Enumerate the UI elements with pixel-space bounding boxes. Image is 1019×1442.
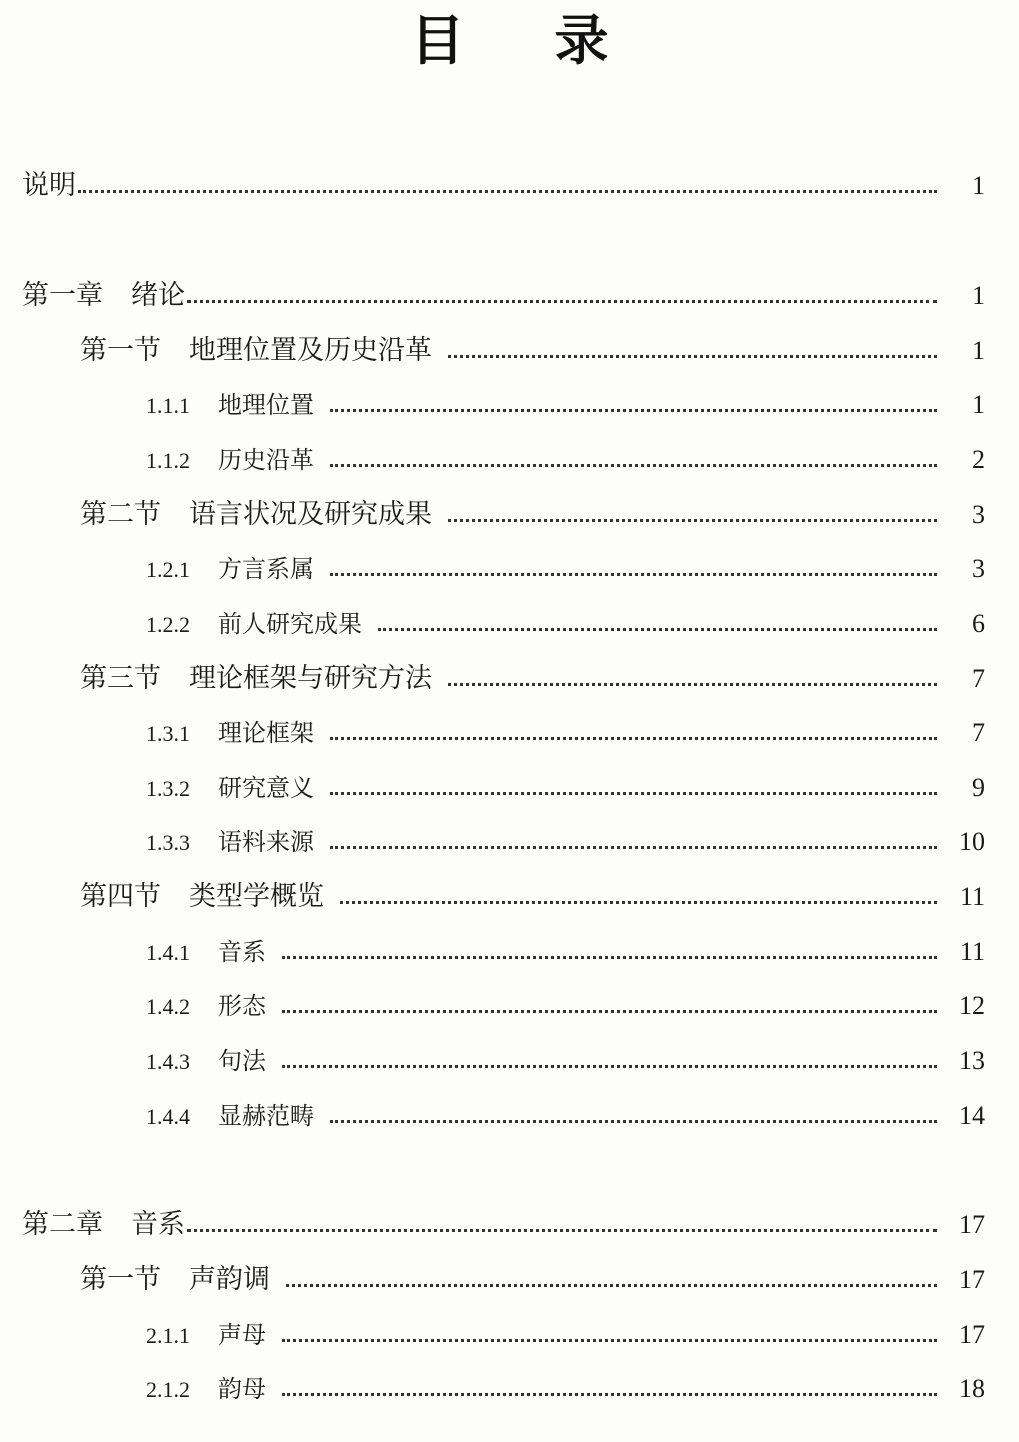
toc-entry-label: 第二节 (80, 499, 161, 530)
toc-entry-number: 1.2.1 (146, 557, 190, 582)
toc-entry-page-number: 1 (972, 390, 985, 419)
toc-entry[interactable] (146, 549, 985, 589)
toc-entry-label: 第一章 (22, 280, 103, 311)
toc-entry-title: 形态 (218, 992, 266, 1020)
dot-leader (448, 683, 937, 686)
toc-entry-number: 1.4.1 (146, 940, 190, 965)
toc-entry-title: 音系 (131, 1209, 185, 1240)
toc-entry-page-number: 10 (959, 827, 985, 856)
toc-entry-page-number: 14 (959, 1101, 985, 1130)
toc-entry[interactable] (80, 877, 985, 917)
dot-leader (282, 956, 937, 959)
dot-leader (448, 519, 937, 522)
toc-entry-title: 方言系属 (218, 555, 314, 583)
toc-entry-title: 理论框架与研究方法 (189, 663, 432, 694)
toc-entry-title: 声母 (218, 1321, 266, 1349)
toc-entry-number: 1.4.3 (146, 1049, 190, 1074)
toc-entry-number: 1.4.2 (146, 994, 190, 1019)
dot-leader (187, 300, 937, 303)
toc-entry[interactable] (146, 440, 985, 480)
toc-entry-title: 地理位置及历史沿革 (189, 335, 432, 366)
toc-entry[interactable] (22, 166, 985, 206)
toc-entry[interactable] (22, 1205, 985, 1245)
toc-entry-page-number: 18 (959, 1374, 985, 1403)
dot-leader (330, 1120, 937, 1123)
toc-entry-page-number: 11 (959, 937, 985, 966)
dot-leader (282, 1010, 937, 1013)
toc-entry-title: 历史沿革 (218, 446, 314, 474)
toc-entry-title: 理论框架 (218, 719, 314, 747)
toc-entry-title: 地理位置 (218, 391, 314, 419)
toc-entry-title: 韵母 (218, 1375, 266, 1403)
toc-entry-page-number: 13 (959, 1046, 985, 1075)
toc-entry-title: 音系 (218, 938, 266, 966)
toc-entry-number: 1.4.4 (146, 1104, 190, 1129)
page-title-char-1: 目 (410, 9, 465, 72)
dot-leader (286, 1284, 937, 1287)
toc-entry[interactable] (22, 276, 985, 316)
dot-leader (330, 573, 937, 576)
toc-entry[interactable] (146, 932, 985, 972)
dot-leader (78, 190, 937, 193)
toc-entry-title: 前人研究成果 (218, 610, 362, 638)
toc-entry-page-number: 7 (972, 664, 985, 693)
toc-entry[interactable] (80, 659, 985, 699)
dot-leader (330, 846, 937, 849)
toc-entry-title: 语料来源 (218, 828, 314, 856)
toc-entry-label: 第二章 (22, 1209, 103, 1240)
dot-leader (187, 1229, 937, 1232)
toc-entry-number: 1.3.2 (146, 776, 190, 801)
toc-entry-title: 研究意义 (218, 774, 314, 802)
toc-entry-page-number: 2 (972, 445, 985, 474)
toc-entry-page-number: 1 (972, 281, 985, 310)
toc-entry-title: 显赫范畴 (218, 1102, 314, 1130)
toc-entry[interactable] (146, 986, 985, 1026)
toc-entry-title: 绪论 (131, 280, 185, 311)
toc-entry[interactable] (146, 385, 985, 425)
toc-entry-page-number: 1 (972, 336, 985, 365)
toc-entry-number: 1.2.2 (146, 612, 190, 637)
toc-entry-page-number: 17 (959, 1320, 985, 1349)
toc-entry-title: 语言状况及研究成果 (189, 499, 432, 530)
toc-entry[interactable] (146, 1315, 985, 1355)
toc-entry-page-number: 12 (959, 991, 985, 1020)
toc-entry-title: 句法 (218, 1047, 266, 1075)
toc-entry-page-number: 17 (959, 1210, 985, 1239)
toc-entry-number: 2.1.2 (146, 1377, 190, 1402)
toc-entry[interactable] (146, 822, 985, 862)
toc-entry-number: 1.3.3 (146, 830, 190, 855)
toc-entry-page-number: 9 (972, 773, 985, 802)
toc-entry-page-number: 11 (959, 882, 985, 911)
toc-entry-number: 1.1.2 (146, 448, 190, 473)
toc-entry[interactable] (146, 1041, 985, 1081)
dot-leader (330, 792, 937, 795)
toc-entry-page-number: 6 (972, 609, 985, 638)
toc-entry-label: 第一节 (80, 1264, 161, 1295)
toc-entry[interactable] (80, 495, 985, 535)
toc-entry-label: 第三节 (80, 663, 161, 694)
toc-entry-page-number: 1 (972, 171, 985, 200)
toc-entry[interactable] (146, 604, 985, 644)
toc-entry[interactable] (146, 768, 985, 808)
dot-leader (282, 1065, 937, 1068)
toc-entry-page-number: 17 (959, 1265, 985, 1294)
toc-entry-number: 1.3.1 (146, 721, 190, 746)
dot-leader (448, 355, 937, 358)
dot-leader (330, 464, 937, 467)
toc-entry-title: 说明 (22, 170, 76, 201)
toc-entry-number: 1.1.1 (146, 393, 190, 418)
toc-entry[interactable] (146, 1369, 985, 1409)
toc-entry-page-number: 7 (972, 718, 985, 747)
toc-entry-number: 2.1.1 (146, 1323, 190, 1348)
dot-leader (330, 737, 937, 740)
toc-entry-label: 第四节 (80, 881, 161, 912)
toc-entry[interactable] (80, 331, 985, 371)
dot-leader (282, 1339, 937, 1342)
toc-entry-page-number: 3 (972, 500, 985, 529)
toc-entry-title: 类型学概览 (189, 881, 324, 912)
toc-entry-title: 声韵调 (189, 1264, 270, 1295)
dot-leader (340, 901, 937, 904)
toc-entry-page-number: 3 (972, 554, 985, 583)
toc-entry[interactable] (146, 713, 985, 753)
page-title-char-2: 录 (554, 9, 609, 72)
toc-entry[interactable] (146, 1096, 985, 1136)
dot-leader (282, 1393, 937, 1396)
toc-entry-label: 第一节 (80, 335, 161, 366)
dot-leader (330, 409, 937, 412)
toc-entry[interactable] (80, 1260, 985, 1300)
dot-leader (378, 628, 937, 631)
